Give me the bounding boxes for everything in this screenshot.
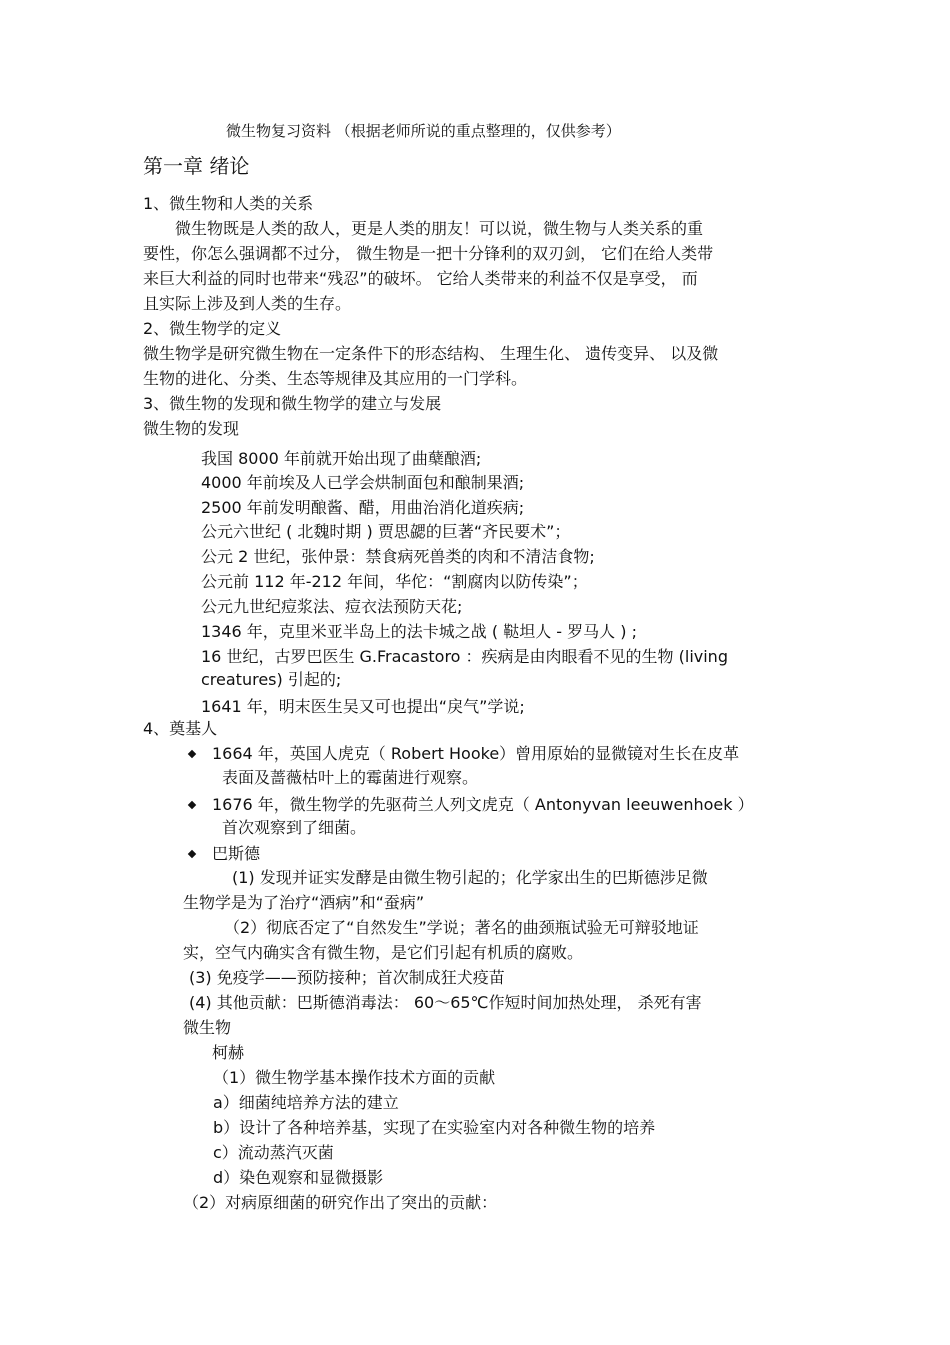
discovery-item: 2500 年前发明酿酱、醋，用曲治消化道疾病; (201, 498, 525, 517)
section-1-line: 要性，你怎么强调都不过分， 微生物是一把十分锋利的双刃剑， 它们在给人类带 (143, 244, 714, 263)
leeuwenhoek-line: 首次观察到了细菌。 (222, 818, 367, 837)
koch-name: 柯赫 (212, 1043, 245, 1062)
koch-line: b）设计了各种培养基，实现了在实验室内对各种微生物的培养 (213, 1118, 656, 1137)
bullet-icon (188, 750, 196, 758)
pasteur-line: 实，空气内确实含有微生物，是它们引起有机质的腐败。 (183, 943, 584, 962)
discovery-item: 我国 8000 年前就开始出现了曲蘖酿酒; (201, 449, 482, 468)
bullet-icon (188, 801, 196, 809)
section-1-heading: 1、微生物和人类的关系 (143, 194, 314, 213)
pasteur-line: （2）彻底否定了“自然发生”学说；著名的曲颈瓶试验无可辩驳地证 (224, 918, 699, 937)
document-title: 微生物复习资料 （根据老师所说的重点整理的，仅供参考） (226, 122, 621, 140)
pasteur-line: 生物学是为了治疗“酒病”和“蚕病” (183, 893, 425, 912)
section-1-line: 且实际上涉及到人类的生存。 (143, 294, 352, 313)
discovery-item: 1346 年，克里米亚半岛上的法卡城之战 ( 鞑坦人 - 罗马人 ) ; (201, 622, 637, 641)
section-1-line: 来巨大利益的同时也带来“残忍”的破坏。 它给人类带来的利益不仅是享受， 而 (143, 269, 698, 288)
hooke-line: 表面及蔷薇枯叶上的霉菌进行观察。 (222, 768, 479, 787)
section-3-heading: 3、微生物的发现和微生物学的建立与发展 (143, 394, 442, 413)
koch-line: （1）微生物学基本操作技术方面的贡献 (213, 1068, 496, 1087)
koch-line: d）染色观察和显微摄影 (213, 1168, 384, 1187)
discovery-item: 1641 年，明末医生吴又可也提出“戾气”学说; (201, 697, 525, 716)
chapter-heading: 第一章 绪论 (143, 154, 250, 178)
discovery-item: 公元 2 世纪，张仲景：禁食病死兽类的肉和不清洁食物; (201, 547, 595, 566)
section-2-line: 微生物学是研究微生物在一定条件下的形态结构、 生理生化、 遗传变异、 以及微 (143, 344, 719, 363)
pasteur-line: (1) 发现并证实发酵是由微生物引起的；化学家出生的巴斯德涉足微 (232, 868, 708, 887)
koch-line: c）流动蒸汽灭菌 (213, 1143, 334, 1162)
discovery-item: 公元前 112 年-212 年间，华佗：“割腐肉以防传染”； (201, 572, 588, 591)
leeuwenhoek-line: 1676 年，微生物学的先驱荷兰人列文虎克（ Antonyvan leeuwenhoek ） (212, 795, 754, 814)
discovery-item: creatures) 引起的; (201, 670, 342, 689)
pasteur-line: (3) 免疫学——预防接种；首次制成狂犬疫苗 (189, 968, 505, 987)
pasteur-line: (4) 其他贡献：巴斯德消毒法： 60～65℃作短时间加热处理， 杀死有害 (189, 993, 702, 1012)
koch-line: a）细菌纯培养方法的建立 (213, 1093, 399, 1112)
pasteur-name: 巴斯德 (212, 844, 261, 863)
discovery-item: 4000 年前埃及人已学会烘制面包和酿制果酒; (201, 473, 525, 492)
discovery-item: 16 世纪，古罗巴医生 G.Fracastoro ：疾病是由肉眼看不见的生物 (living (201, 647, 728, 666)
section-3-subheading: 微生物的发现 (143, 419, 240, 438)
section-2-line: 生物的进化、分类、生态等规律及其应用的一门学科。 (143, 369, 528, 388)
koch-line: （2）对病原细菌的研究作出了突出的贡献： (183, 1193, 498, 1212)
section-2-heading: 2、微生物学的定义 (143, 319, 282, 338)
hooke-line: 1664 年，英国人虎克（ Robert Hooke）曾用原始的显微镜对生长在皮革 (212, 744, 740, 763)
pasteur-line: 微生物 (183, 1018, 232, 1037)
bullet-icon (188, 850, 196, 858)
section-4-heading: 4、奠基人 (143, 719, 218, 738)
discovery-item: 公元六世纪 ( 北魏时期 ) 贾思勰的巨著“齐民要术”； (201, 522, 571, 541)
discovery-item: 公元九世纪痘浆法、痘衣法预防天花; (201, 597, 463, 616)
section-1-line: 微生物既是人类的敌人，更是人类的朋友！可以说，微生物与人类关系的重 (175, 219, 704, 238)
